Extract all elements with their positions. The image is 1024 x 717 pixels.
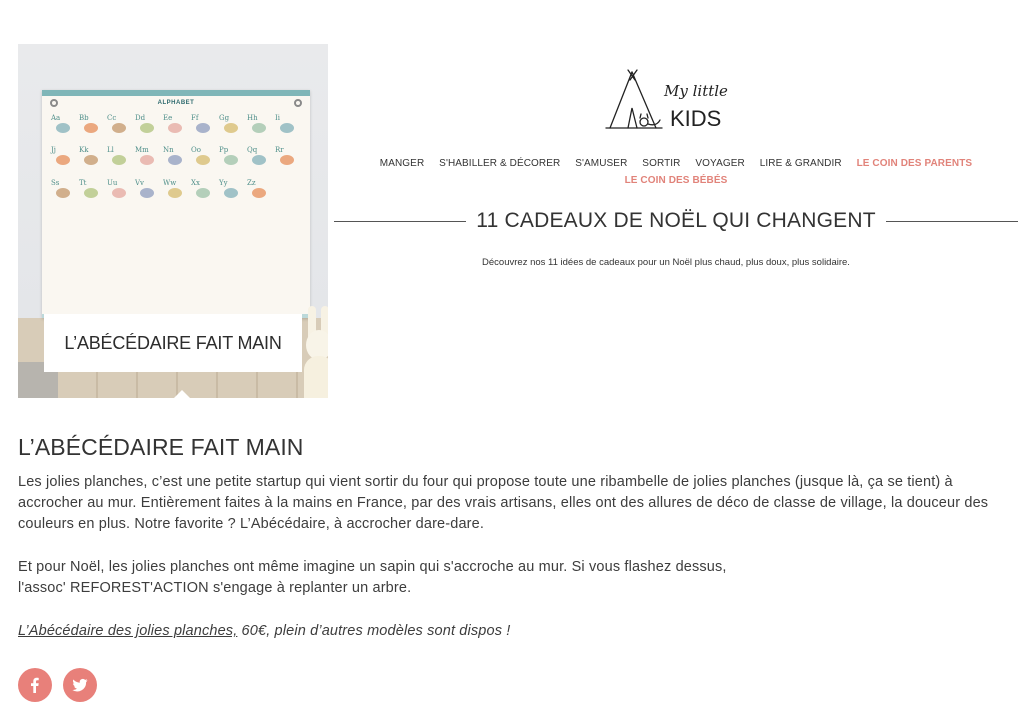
alphabet-letter: Ss	[51, 178, 60, 187]
alphabet-cell	[246, 179, 274, 211]
alphabet-poster	[42, 90, 310, 318]
illustration-icon	[56, 188, 70, 198]
illustration-icon	[252, 123, 266, 133]
alphabet-letter: Zz	[247, 178, 256, 187]
main-nav-row2	[336, 175, 1016, 186]
alphabet-letter: Rr	[275, 146, 284, 155]
alphabet-cell	[134, 114, 162, 146]
alphabet-letter: Yy	[219, 178, 228, 187]
illustration-icon	[168, 123, 182, 133]
main-nav	[336, 158, 1016, 169]
alphabet-cell	[134, 179, 162, 211]
alphabet-letter: Nn	[163, 146, 174, 155]
alphabet-cell	[218, 179, 246, 211]
alphabet-letter: Bb	[79, 114, 89, 122]
section-title: 11 CADEAUX DE NOËL QUI CHANGENT	[476, 209, 876, 232]
alphabet-cell	[78, 114, 106, 146]
alphabet-letter: Ee	[163, 114, 173, 122]
alphabet-cell	[50, 146, 78, 178]
nav-item-coin-des-bebes[interactable]: LE COIN DES BÉBÉS	[624, 175, 728, 186]
nav-item-samuser[interactable]: S'AMUSER	[575, 158, 628, 169]
facebook-icon	[27, 677, 43, 693]
illustration-icon	[224, 188, 238, 198]
article-paragraph-2-line-1: Et pour Noël, les jolies planches ont même imagine un sapin qui s'accroche au mur. Si vous flashez dessus,	[18, 559, 727, 575]
alphabet-cell	[218, 114, 246, 146]
alphabet-cell	[106, 114, 134, 146]
alphabet-letter: Oo	[191, 146, 201, 155]
alphabet-cell	[274, 146, 302, 178]
illustration-icon	[84, 155, 98, 165]
alphabet-letter: Ww	[163, 178, 177, 187]
teepee-icon	[604, 68, 734, 134]
alphabet-cell	[106, 146, 134, 178]
illustration-icon	[196, 188, 210, 198]
alphabet-letter: Kk	[79, 146, 89, 155]
hero-caption[interactable]: L’ABÉCÉDAIRE FAIT MAIN	[44, 314, 302, 372]
alphabet-cell	[218, 146, 246, 178]
illustration-icon	[112, 155, 126, 165]
alphabet-cell	[274, 114, 302, 146]
alphabet-cell	[106, 179, 134, 211]
illustration-icon	[84, 123, 98, 133]
article-paragraph-2	[18, 557, 1008, 599]
article-title: L’ABÉCÉDAIRE FAIT MAIN	[18, 434, 304, 460]
article-paragraph-3	[18, 621, 1008, 642]
alphabet-cell	[246, 146, 274, 178]
article-paragraph-2-line-2: l'assoc' REFOREST'ACTION s'engage à replanter un arbre.	[18, 580, 412, 596]
illustration-icon	[140, 188, 154, 198]
alphabet-letter: Gg	[219, 114, 230, 122]
alphabet-letter: Cc	[107, 114, 117, 122]
divider	[886, 221, 1018, 222]
illustration-icon	[168, 155, 182, 165]
illustration-icon	[280, 123, 294, 133]
illustration-icon	[196, 155, 210, 165]
nav-item-lire-grandir[interactable]: LIRE & GRANDIR	[759, 158, 842, 169]
twitter-icon	[72, 677, 88, 693]
alphabet-cell	[246, 114, 274, 146]
alphabet-letter: Ll	[107, 146, 114, 155]
alphabet-letter: Qq	[247, 146, 258, 155]
alphabet-cell	[190, 146, 218, 178]
illustration-icon	[84, 188, 98, 198]
alphabet-cell	[78, 146, 106, 178]
logo-kids: KIDS	[670, 106, 722, 131]
section-subtitle: Découvrez nos 11 idées de cadeaux pour un Noël plus chaud, plus doux, plus solidaire.	[482, 257, 850, 268]
illustration-icon	[224, 123, 238, 133]
alphabet-cell	[50, 179, 78, 211]
article-paragraph-1: Les jolies planches, c’est une petite startup qui vient sortir du four qui propose toute une ribambelle de jolies planches (jusque là, ça se tient) à accrocher au mur. Entièrement faites à la mains en France, par des vrais artisans, elles ont des allures de déco de classe de village, la douceur des couleurs en plus. Notre favorite ? L’Abécédaire, à accrocher dare-dare.	[18, 474, 989, 532]
illustration-icon	[168, 188, 182, 198]
facebook-share-button[interactable]	[18, 668, 52, 702]
illustration-icon	[112, 188, 126, 198]
alphabet-letter: Pp	[219, 146, 229, 155]
product-link[interactable]: L’Abécédaire des jolies planches,	[18, 623, 238, 639]
twitter-share-button[interactable]	[63, 668, 97, 702]
alphabet-letter: Mm	[135, 146, 149, 155]
illustration-icon	[196, 123, 210, 133]
divider	[334, 221, 466, 222]
alphabet-cell	[134, 146, 162, 178]
alphabet-cell	[162, 146, 190, 178]
caption-notch	[172, 390, 192, 398]
alphabet-letter: Ff	[191, 114, 199, 122]
nav-item-voyager[interactable]: VOYAGER	[695, 158, 745, 169]
nav-item-sortir[interactable]: SORTIR	[642, 158, 681, 169]
nav-item-manger[interactable]: MANGER	[379, 158, 425, 169]
alphabet-cell	[162, 114, 190, 146]
product-link-suffix: 60€, plein d’autres modèles sont dispos !	[237, 623, 511, 639]
illustration-icon	[252, 188, 266, 198]
illustration-icon	[140, 123, 154, 133]
alphabet-cell	[162, 179, 190, 211]
hero-image[interactable]	[18, 44, 328, 398]
alphabet-cell	[190, 179, 218, 211]
alphabet-letter: Vv	[135, 178, 145, 187]
alphabet-letter: Aa	[51, 114, 61, 122]
illustration-icon	[56, 155, 70, 165]
alphabet-cell	[190, 114, 218, 146]
alphabet-letter: Jj	[51, 146, 56, 155]
site-logo[interactable]	[604, 68, 734, 134]
illustration-icon	[280, 155, 294, 165]
nav-item-coin-des-parents[interactable]: LE COIN DES PARENTS	[856, 158, 973, 169]
alphabet-cell	[78, 179, 106, 211]
alphabet-letter: Uu	[107, 178, 118, 187]
alphabet-letter: Tt	[79, 178, 87, 187]
illustration-icon	[112, 123, 126, 133]
illustration-icon	[140, 155, 154, 165]
alphabet-grid	[50, 114, 302, 308]
alphabet-cell	[50, 114, 78, 146]
alphabet-letter: Ii	[275, 114, 281, 122]
alphabet-letter: Xx	[191, 178, 200, 187]
bunny-lamp	[304, 306, 328, 398]
nav-item-shabiller-decorer[interactable]: S'HABILLER & DÉCORER	[439, 158, 561, 169]
logo-script: My little	[664, 82, 728, 100]
poster-title: ALPHABET	[157, 100, 195, 106]
illustration-icon	[252, 155, 266, 165]
alphabet-letter: Dd	[135, 114, 146, 122]
illustration-icon	[56, 123, 70, 133]
alphabet-letter: Hh	[247, 114, 258, 122]
section-header	[334, 207, 1018, 235]
illustration-icon	[224, 155, 238, 165]
